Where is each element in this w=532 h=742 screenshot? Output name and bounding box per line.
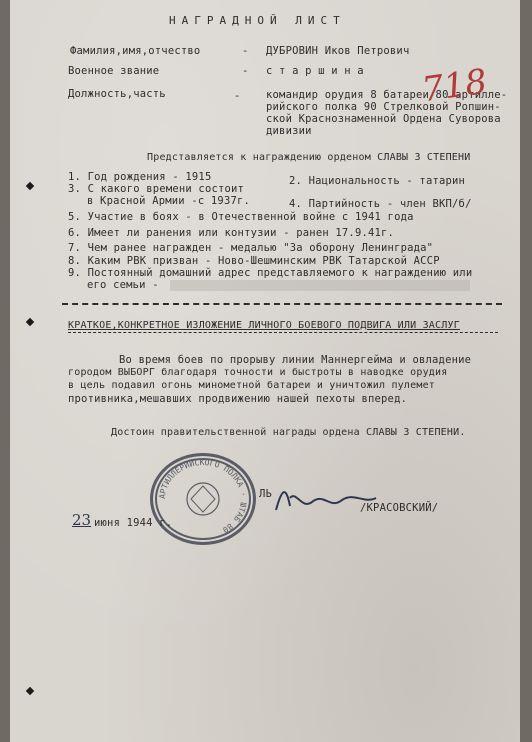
punch-hole-top xyxy=(26,182,34,190)
feat-line-3: в цель подавил огонь минометной батареи и уничтожил пулемет xyxy=(68,380,436,391)
feat-line-1: Во время боев по прорыву линии Маннергейма и овладение xyxy=(119,354,472,366)
rank-dash: - xyxy=(242,65,249,77)
signature-name: /КРАСОВСКИЙ/ xyxy=(360,502,439,514)
item-5-combat: 5. Участие в боях - в Отечественной войне с 1941 года xyxy=(68,211,414,223)
item-8-draft-office: 8. Каким РВК призван - Ново-Шешминским РВК Татарской АССР xyxy=(68,255,440,267)
position-dash: - xyxy=(234,90,241,102)
item-3-service-since: 3. С какого времени состоит xyxy=(68,183,245,195)
feat-line-2: городом ВЫБОРГ благодаря точности и быстроты в наводке орудия xyxy=(68,367,448,378)
item-6-wounds: 6. Имеет ли ранения или контузии - ранен 17.9.41г. xyxy=(68,227,395,239)
feat-line-4: противника,мешавших продвижению нашей пехоты вперед. xyxy=(68,393,408,405)
name-dash: - xyxy=(242,45,249,57)
regiment-seal xyxy=(150,453,256,545)
signature-title: ЛЬ xyxy=(259,488,273,500)
document-title: НАГРАДНОЙ ЛИСТ xyxy=(169,14,346,27)
date-day: 23 xyxy=(72,511,92,529)
item-7-previous-awards: 7. Чем ранее награжден - медалью "За оборону Ленинграда" xyxy=(68,242,434,254)
item-1-birth-year: 1. Год рождения - 1915 xyxy=(68,171,212,183)
handwritten-signature xyxy=(272,480,382,520)
rank-label: Военное звание xyxy=(68,65,160,77)
position-line-4: дивизии xyxy=(266,125,312,137)
item-9-address: 9. Постоянный домашний адрес представляемого к награждению или xyxy=(68,267,473,279)
position-line-3: ской Краснознаменной Ордена Суворова xyxy=(266,113,501,125)
section-divider-lower xyxy=(68,332,498,333)
item-3-red-army: в Красной Армии -с 1937г. xyxy=(87,195,251,207)
seal-ring-text xyxy=(153,456,253,542)
item-4-party: 4. Партийность - член ВКП/б/ xyxy=(289,198,472,210)
address-blur xyxy=(170,280,470,291)
position-label: Должность,часть xyxy=(68,88,166,100)
seal-text: АРТИЛЛЕРИЙСКОГО ПОЛКА · ШТАБ 80 xyxy=(157,457,249,535)
conclusion-line: Достоин правительственной награды ордена СЛАВЫ 3 СТЕПЕНИ. xyxy=(111,427,466,438)
item-9-family: его семьи - xyxy=(87,279,159,291)
section-divider xyxy=(62,303,502,305)
handwritten-number: 718 xyxy=(419,61,490,111)
date-rest: июня 1944 г. xyxy=(94,517,173,529)
item-2-nationality: 2. Национальность - татарин xyxy=(289,175,466,187)
rank-value: с т а р ш и н а xyxy=(266,65,364,77)
award-sheet xyxy=(10,0,520,742)
name-label: Фамилия,имя,отчество xyxy=(70,45,201,57)
punch-hole-middle xyxy=(26,318,34,326)
position-line-2: рийского полка 90 Стрелковой Ропшин- xyxy=(266,101,501,113)
nomination-line: Представляется к награждению орденом СЛАВЫ 3 СТЕПЕНИ xyxy=(147,152,471,163)
position-line-1: командир орудия 8 батареи 80 артилле- xyxy=(266,89,508,101)
punch-hole-bottom xyxy=(26,687,34,695)
feat-header: КРАТКОЕ,КОНКРЕТНОЕ ИЗЛОЖЕНИЕ ЛИЧНОГО БОЕВОГО ПОДВИГА ИЛИ ЗАСЛУГ xyxy=(68,320,460,331)
name-value: ДУБРОВИН Иков Петрович xyxy=(266,45,410,57)
